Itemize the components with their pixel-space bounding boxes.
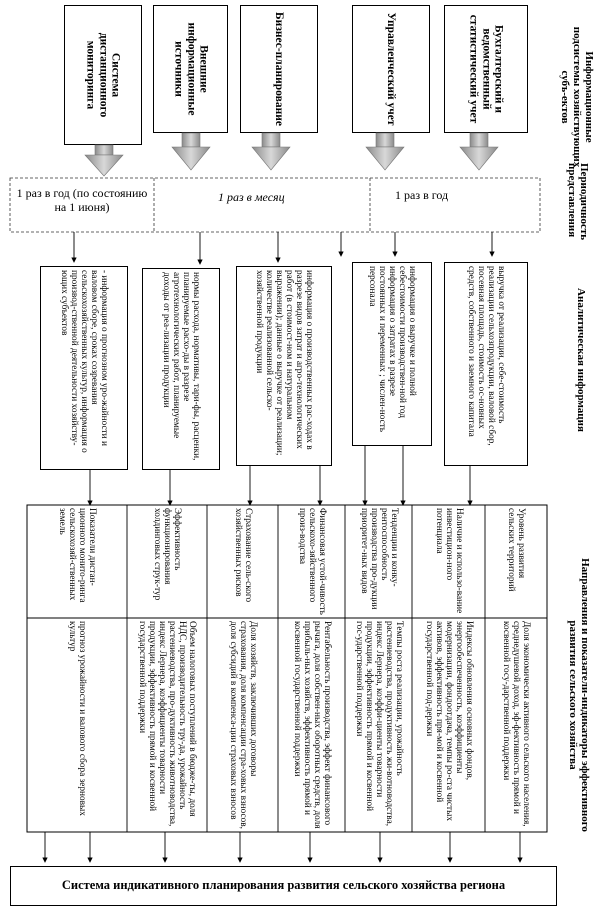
source-monitoring-label: Система дистанционного мониторинга	[84, 32, 122, 118]
analytics-box-business	[236, 266, 332, 466]
analytics-box-external	[142, 268, 220, 470]
direction-indicators-0: Доля экономически активного сельского населения, среднедушевой доход, эф-фективность прямой и косвенной госу-дарственной поддержки	[500, 621, 532, 827]
block-arrow-external	[172, 133, 210, 170]
analytics-text-monitoring: - информация о прогнозном уро-жайности и валовом сборе, сроках созревания сельскохозяйственных культур, информация о производ-ственной деятельности хозяйству-ющих субъектов	[58, 270, 110, 453]
source-business-planning-label: Бизнес-планирование	[273, 12, 286, 126]
direction-indicators-2: Темпы роста реализации, урожайность растениеводства, продуктивность жи-вотноводства, индекс Лернера, коэффи-циенты товарности продукции, эффективность прямой и косвенной гос-ударственной поддержки	[353, 621, 404, 827]
source-accounting-label: Бухгалтерский и ведомственный статистический учет	[467, 14, 505, 124]
analytics-box-management	[352, 262, 432, 446]
direction-name-3: Финансовая устой-чивость сельскохо-зяйственного произ-водства	[296, 507, 327, 615]
header-subsystems-text: Информационные подсистемы хозяйствующих субъ-ектов	[559, 26, 595, 168]
analytics-box-accounting	[444, 262, 528, 466]
block-arrow-management	[366, 133, 404, 170]
analytics-text-management: информация о выручке и полной себестоимости производствен-ной год информация о затратах в разрезе постоянных и переменных ; числен-ность персонала	[366, 266, 418, 433]
footer-box	[10, 866, 557, 906]
period-monthly: 1 раз в месяц	[218, 190, 285, 204]
header-directions-text: Направления и показатели-индикаторы эффективного развития сельского хозяйства	[567, 558, 591, 832]
direction-indicators-4: Доля хозяйств, заключивших договоры страхования, доля компенсации стра-ховых взносов, доля субсидий в компенса-ции страховых взносов	[227, 621, 258, 830]
period-yearly-right: 1 раз в год (по состоянию на 1 июня)	[16, 186, 148, 215]
analytics-text-external: нормы расхода, нормативы, тари-фы, расценки, планируемые расхо-ды в разрезе агротехнологических работ, планируемые доходы от реа-лизации продукции	[160, 272, 202, 461]
footer-label: Система индикативного планирования развития сельского хозяйства региона	[61, 878, 506, 893]
direction-name-5: Эффективность функционирования холдинговых струк-тур	[151, 507, 183, 600]
source-management-label: Управленческий учет	[385, 12, 398, 126]
block-arrow-monitoring	[85, 145, 123, 176]
direction-name-4: Страхование сель-ского хозяйственных рисков	[232, 507, 253, 602]
direction-indicators-5: Объем налоговых поступлений в бюдже-ты, доля НДС, производительность тру-да, урожайность растениеводства, про-дуктивность животноводства, индекс Лернера, коэффициенты товарности продукции, эффективность прямой и косвенной государственной поддержки	[136, 621, 198, 827]
analytics-box-monitoring	[40, 266, 128, 470]
direction-indicators-1: Индексы обновления основных фондов, энергообеспеченность, коэффициенты модернизации, фондоотдача, темпы ро-ста чистых активов, эффективность пря-мой и косвенной государственной под-держки	[423, 621, 474, 822]
direction-name-1: Наличие и использо-вание инвестицион-ного потенциала	[433, 507, 464, 613]
header-analytics-text: Аналитическая информация	[574, 288, 587, 432]
block-arrow-business	[252, 133, 290, 170]
header-periodicity-text: Периодичность представления	[566, 163, 590, 241]
analytics-text-business: информация о производственных рас-ходах в разрезе видов затрат и агро-технологических работ (в стоимост-ном и натуральном выражении); данные о выручке от реализации; количестве реализованной сельско-хозяйственной продукции	[253, 270, 315, 456]
direction-indicators-3: Рентабельность производства, эффект финансового рычага, доля собствен-ных оборотных средств, доля прибыль-ных хозяйств, эффективность прямой и косвенной государственной поддержки	[291, 621, 332, 829]
source-external-label: Внешние информационные источники	[172, 22, 210, 116]
direction-name-2: Тенденции и конку-рентоспособность производства про-дукции приоритет-ных видов	[358, 507, 399, 609]
direction-name-0: Уровень развития сельских территорий	[506, 507, 527, 591]
block-arrow-accounting	[460, 133, 498, 170]
period-yearly-left: 1 раз в год	[395, 188, 449, 202]
analytics-text-accounting: выручка от реализации, себе-стоимость реализации сельхозпродукции, валовой сбор, посевная площадь, стоимость ос-новных средств, собственного и заемного капитала	[465, 266, 507, 446]
direction-indicators-6: прогноз урожайности и валового сбора зерновых культур	[67, 621, 88, 816]
direction-name-6: Показатели дистан-ционного монито-ринга сельскохозяй-ственных земель	[56, 507, 98, 602]
